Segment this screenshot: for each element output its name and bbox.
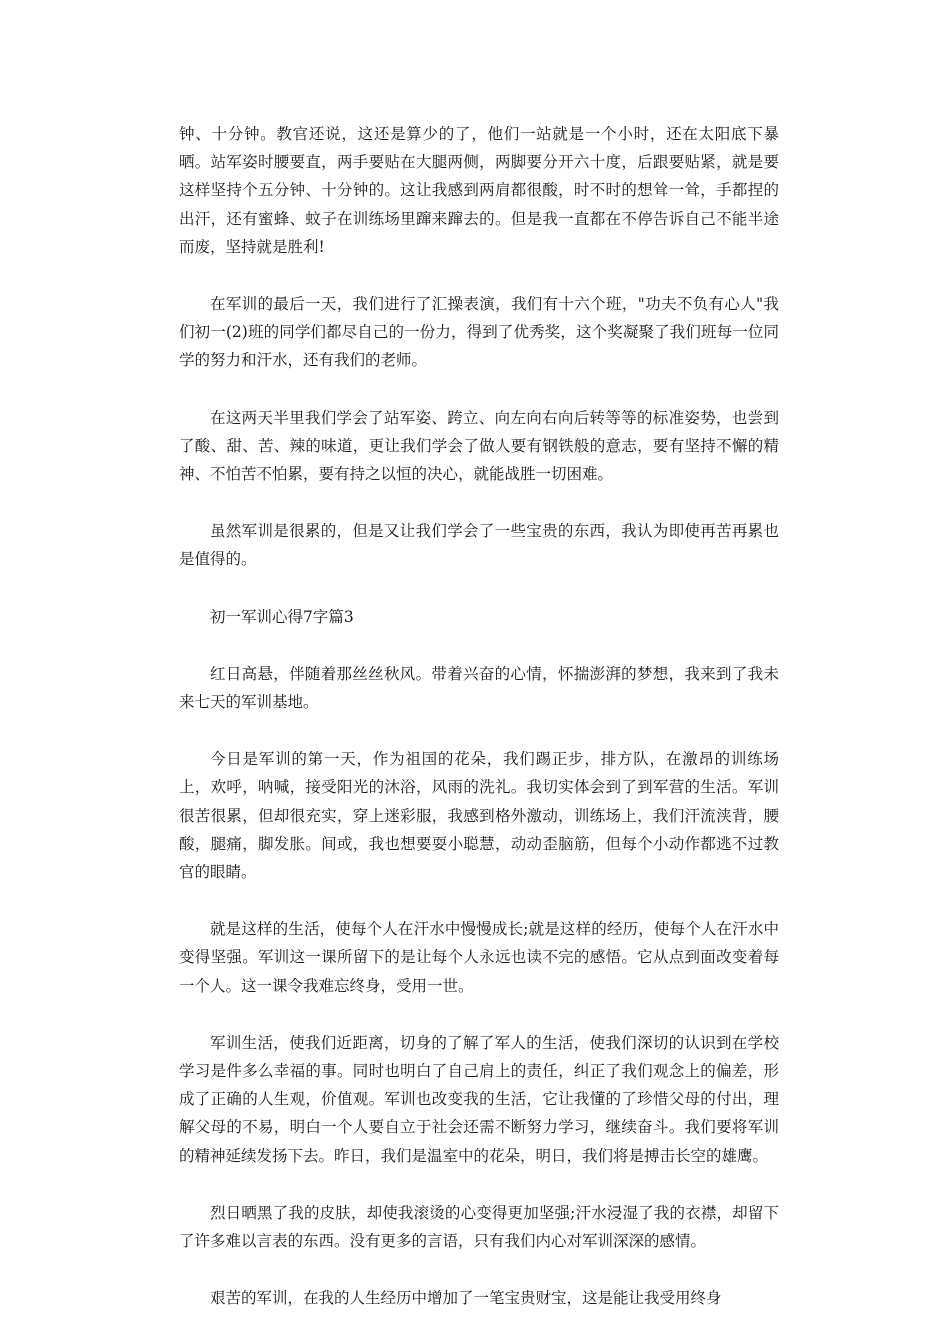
paragraph-7: 就是这样的生活，使每个人在汗水中慢慢成长;就是这样的经历，使每个人在汗水中变得坚强。军训这一课所留下的是让每个人永远也读不完的感悟。它从点到面改变着每一个人。这一课令我难忘终身，受用一世。 [179, 920, 779, 995]
paragraph-9: 烈日晒黑了我的皮肤，却使我滚烫的心变得更加坚强;汗水浸湿了我的衣襟，却留下了许多难以言表的东西。没有更多的言语，只有我们内心对军训深深的感情。 [179, 1203, 779, 1251]
paragraph-3: 在这两天半里我们学会了站军姿、跨立、向左向右向后转等等的标准姿势，也尝到了酸、甜、苦、辣的味道，更让我们学会了做人要有钢铁般的意志，要有坚持不懈的精神、不怕苦不怕累，要有持之以恒的决心，就能战胜一切困难。 [179, 408, 779, 484]
paragraph-6: 今日是军训的第一天，作为祖国的花朵，我们踢正步，排方队，在激昂的训练场上，欢呼，呐喊，接受阳光的沐浴，风雨的洗礼。我切实体会到了到军营的生活。军训很苦很累，但却很充实，穿上迷彩服，我感到格外激动，训练场上，我们汗流浃背，腰酸，腿痛，脚发胀。间或，我也想要耍小聪慧，动动歪脑筋，但每个小动作都逃不过教官的眼睛。 [179, 750, 779, 882]
paragraph-10: 艰苦的军训，在我的人生经历中增加了一笔宝贵财宝，这是能让我受用终身 [210, 1289, 722, 1308]
paragraph-4: 虽然军训是很累的，但是又让我们学会了一些宝贵的东西，我认为即使再苦再累也是值得的。 [179, 522, 779, 569]
section-heading: 初一军训心得7字篇3 [210, 607, 354, 626]
paragraph-5: 红日高悬，伴随着那丝丝秋风。带着兴奋的心情，怀揣澎湃的梦想，我来到了我未来七天的军训基地。 [179, 664, 779, 712]
document-body [179, 120, 779, 1342]
paragraph-8: 军训生活，使我们近距离，切身的了解了军人的生活，使我们深切的认识到在学校学习是件多么幸福的事。同时也明白了自己肩上的责任，纠正了我们观念上的偏差，形成了正确的人生观，价值观。军训也改变我的生活，它让我懂的了珍惜父母的付出，理解父母的不易，明白一个人要自立于社会还需不断努力学习，继续奋斗。我们要将军训的精神延续发扬下去。昨日，我们是温室中的花朵，明日，我们将是搏击长空的雄鹰。 [179, 1033, 779, 1165]
paragraph-2: 在军训的最后一天，我们进行了汇操表演，我们有十六个班，"功夫不负有心人"我们初一(2)班的同学们都尽自己的一份力，得到了优秀奖，这个奖凝聚了我们班每一位同学的努力和汗水，还有我们的老师。 [179, 295, 779, 370]
paragraph-1: 钟、十分钟。教官还说，这还是算少的了，他们一站就是一个小时，还在太阳底下暴晒。站军姿时腰要直，两手要贴在大腿两侧，两脚要分开六十度，后跟要贴紧，就是要这样坚持个五分钟、十分钟的。这让我感到两肩都很酸，时不时的想耸一耸，手都捏的出汗，还有蜜蜂、蚊子在训练场里蹿来蹿去的。但是我一直都在不停告诉自己不能半途而废，坚持就是胜利! [179, 125, 779, 256]
